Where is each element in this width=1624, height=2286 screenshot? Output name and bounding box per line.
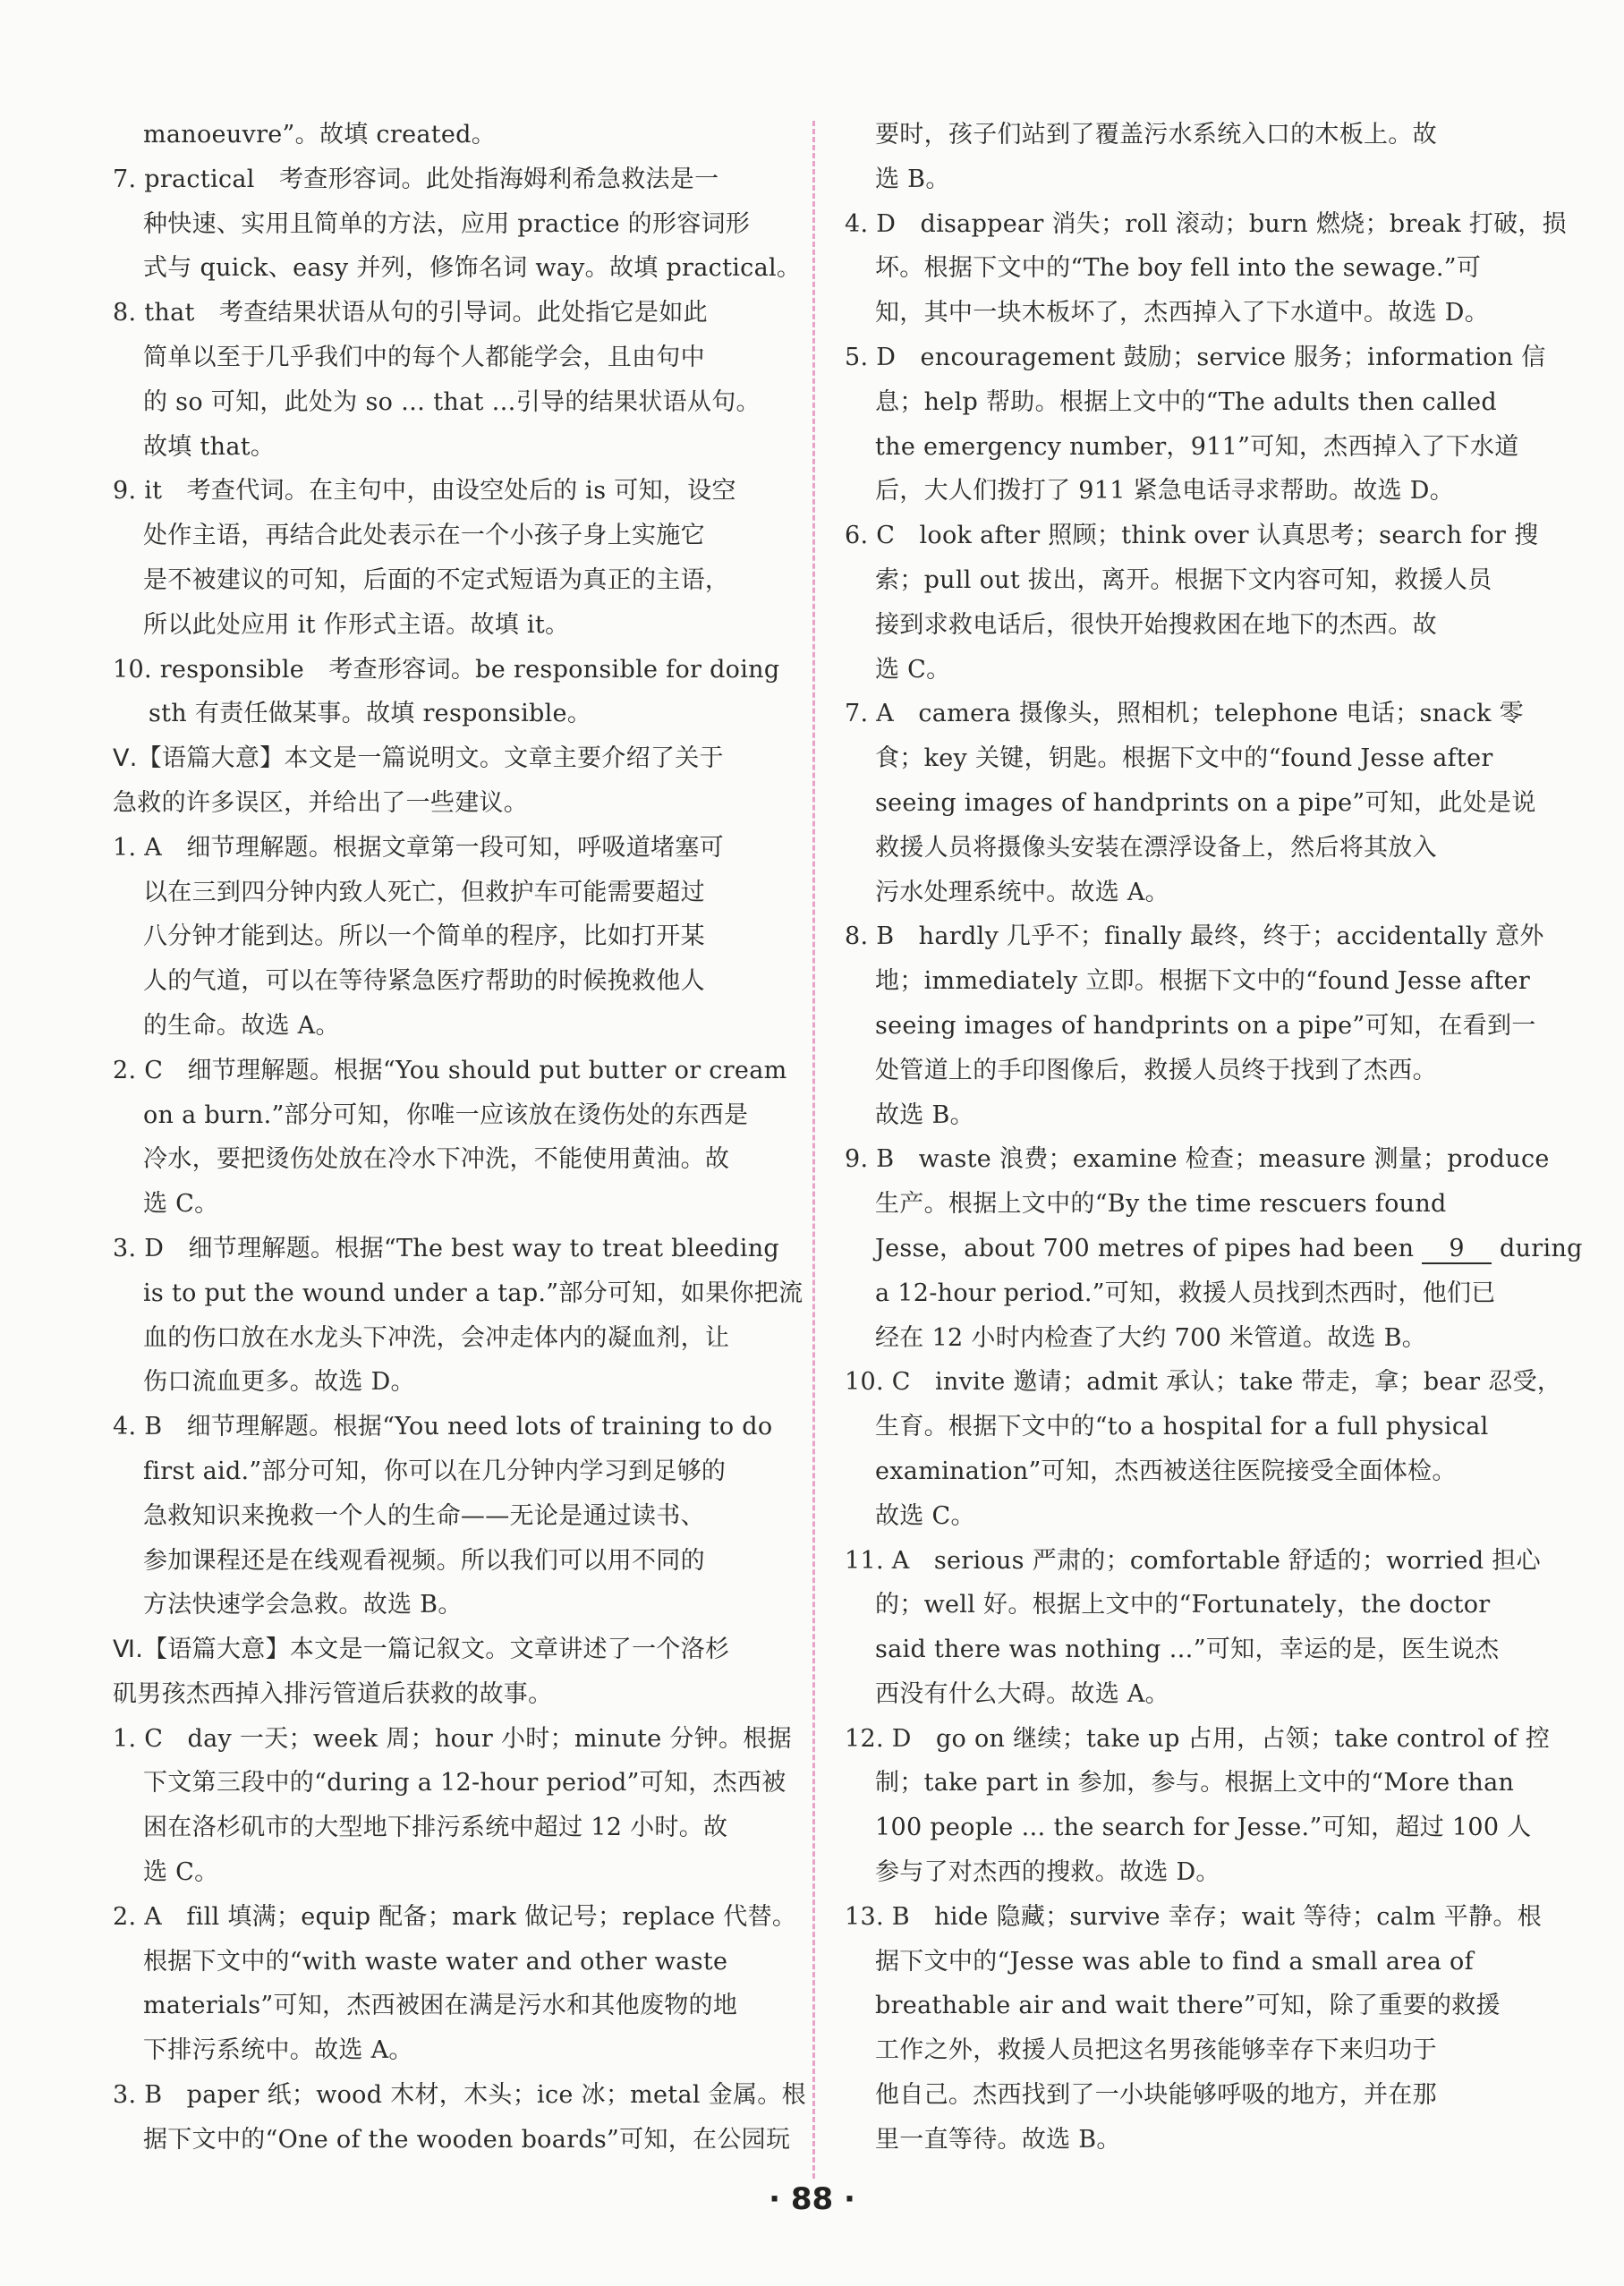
text-line: 9. it 考查代词。在主句中，由设空处后的 is 可知，设空 xyxy=(113,477,736,506)
text-line: 选 C。 xyxy=(875,655,951,684)
text-line: manoeuvre”。故填 created。 xyxy=(143,121,497,149)
text-line: 索；pull out 拔出，离开。根据下文内容可知，救援人员 xyxy=(875,565,1492,594)
text-line: Ⅴ.【语篇大意】本文是一篇说明文。文章主要介绍了关于 xyxy=(113,744,724,773)
right-column-part-a xyxy=(845,113,1567,1227)
text-line: 生育。根据下文中的“to a hospital for a full physical xyxy=(875,1413,1489,1441)
text-line: 故选 C。 xyxy=(875,1501,975,1530)
text-line: seeing images of handprints on a pipe”可知，此处是说 xyxy=(875,788,1536,817)
text-line: 3. B paper 纸；wood 木材，木头；ice 冰；metal 金属。根 xyxy=(113,2081,806,2110)
text-line: 要时，孩子们站到了覆盖污水系统入口的木板上。故 xyxy=(875,121,1437,149)
text-line: 5. D encouragement 鼓励；service 服务；information 信 xyxy=(845,343,1546,371)
text-line: 困在洛杉矶市的大型地下排污系统中超过 12 小时。故 xyxy=(143,1814,728,1842)
text-line: 以在三到四分钟内致人死亡，但救护车可能需要超过 xyxy=(143,878,705,906)
text-line: 12. D go on 继续；take up 占用，占领；take control of 控 xyxy=(845,1724,1551,1753)
text-line: materials”可知，杰西被困在满是污水和其他废物的地 xyxy=(143,1992,738,2020)
text-line: 故填 that。 xyxy=(143,432,276,461)
text-line: 的；well 好。根据上文中的“Fortunately，the doctor xyxy=(875,1591,1491,1619)
text-line: 人的气道，可以在等待紧急医疗帮助的时候挽救他人 xyxy=(143,967,705,996)
text-line: 血的伤口放在水龙头下冲洗，会冲走体内的凝血剂，让 xyxy=(143,1323,730,1352)
right-column xyxy=(845,113,1583,2163)
text-line: 10. C invite 邀请；admit 承认；take 带走，拿；bear 忍受， xyxy=(845,1368,1562,1397)
text-line: 坏。根据下文中的“The boy fell into the sewage.”可 xyxy=(875,254,1482,283)
text-line: 选 C。 xyxy=(143,1190,219,1219)
text-line: 急救知识来挽救一个人的生命——无论是通过读书、 xyxy=(143,1501,705,1530)
text-line: 生产。根据上文中的“By the time rescuers found xyxy=(875,1190,1447,1219)
text-line-with-blank xyxy=(845,1227,1583,1271)
text-line: examination”可知，杰西被送往医院接受全面体检。 xyxy=(875,1457,1457,1485)
text-line: 13. B hide 隐藏；survive 幸存；wait 等待；calm 平静。根 xyxy=(845,1902,1543,1931)
text-line: 接到求救电话后，很快开始搜救困在地下的杰西。故 xyxy=(875,610,1437,639)
text-line: 急救的许多误区，并给出了一些建议。 xyxy=(113,788,529,817)
text-line: 2. A fill 填满；equip 配备；mark 做记号；replace 代替。 xyxy=(113,1902,797,1931)
answer-blank: 9 xyxy=(1422,1236,1492,1264)
text-line: 据下文中的“One of the wooden boards”可知，在公园玩 xyxy=(143,2125,791,2154)
text-line: 10. responsible 考查形容词。be responsible for doing xyxy=(113,655,780,684)
text-line: said there was nothing …”可知，幸运的是，医生说杰 xyxy=(875,1636,1500,1664)
text-line: 矶男孩杰西掉入排污管道后获救的故事。 xyxy=(113,1679,553,1708)
text-line: 处管道上的手印图像后，救援人员终于找到了杰西。 xyxy=(875,1056,1437,1084)
text-line: on a burn.”部分可知，你唯一应该放在烫伤处的东西是 xyxy=(143,1101,749,1129)
text-line: 工作之外，救援人员把这名男孩能够幸存下来归功于 xyxy=(875,2036,1437,2065)
text-line: 是不被建议的可知，后面的不定式短语为真正的主语， xyxy=(143,565,730,594)
text-line: 8. B hardly 几乎不；finally 最终，终于；accidentally 意外 xyxy=(845,922,1544,951)
text-line: 他自己。杰西找到了一小块能够呼吸的地方，并在那 xyxy=(875,2081,1437,2110)
text-line: the emergency number，911”可知，杰西掉入了下水道 xyxy=(875,432,1519,461)
text-line: 下排污系统中。故选 A。 xyxy=(143,2036,413,2065)
text-line: 地；immediately 立即。根据下文中的“found Jesse after xyxy=(875,967,1531,996)
text-line: 参加课程还是在线观看视频。所以我们可以用不同的 xyxy=(143,1546,705,1575)
text-line: 的 so 可知，此处为 so … that …引导的结果状语从句。 xyxy=(143,387,761,416)
text-line: 9. B waste 浪费；examine 检查；measure 测量；produce xyxy=(845,1145,1550,1174)
text-line: 8. that 考查结果状语从句的引导词。此处指它是如此 xyxy=(113,299,708,327)
right-column-part-b xyxy=(845,1271,1562,2163)
text-line: 八分钟才能到达。所以一个简单的程序，比如打开某 xyxy=(143,922,705,951)
text-line: 参与了对杰西的搜救。故选 D。 xyxy=(875,1858,1220,1887)
page-number: · 88 · xyxy=(769,2181,855,2217)
text-line: 简单以至于几乎我们中的每个人都能学会，且由句中 xyxy=(143,343,705,371)
text-line: sth 有责任做某事。故填 responsible。 xyxy=(149,700,592,728)
text-line: 4. B 细节理解题。根据“You need lots of training to do xyxy=(113,1413,773,1441)
text-line: 处作主语，再结合此处表示在一个小孩子身上实施它 xyxy=(143,522,705,550)
text-line: 经在 12 小时内检查了大约 700 米管道。故选 B。 xyxy=(875,1323,1427,1352)
blank-line-after: during xyxy=(1492,1234,1583,1262)
text-line: 7. A camera 摄像头，照相机；telephone 电话；snack 零 xyxy=(845,700,1524,728)
text-line: 4. D disappear 消失；roll 滚动；burn 燃烧；break 打破，损 xyxy=(845,209,1567,238)
text-line: 西没有什么大碍。故选 A。 xyxy=(875,1679,1169,1708)
text-line: 的生命。故选 A。 xyxy=(143,1011,340,1040)
text-line: 食；key 关键，钥匙。根据下文中的“found Jesse after xyxy=(875,744,1493,773)
text-line: 所以此处应用 it 作形式主语。故填 it。 xyxy=(143,610,570,639)
text-line: 污水处理系统中。故选 A。 xyxy=(875,878,1169,906)
text-line: 里一直等待。故选 B。 xyxy=(875,2125,1121,2154)
text-line: 下文第三段中的“during a 12-hour period”可知，杰西被 xyxy=(143,1769,786,1797)
text-line: 6. C look after 照顾；think over 认真思考；search for 搜 xyxy=(845,522,1539,550)
text-line: 2. C 细节理解题。根据“You should put butter or cream xyxy=(113,1056,787,1084)
text-line: 种快速、实用且简单的方法，应用 practice 的形容词形 xyxy=(143,209,751,238)
text-line: Ⅵ.【语篇大意】本文是一篇记叙文。文章讲述了一个洛杉 xyxy=(113,1636,730,1664)
text-line: 息；help 帮助。根据上文中的“The adults then called xyxy=(875,387,1497,416)
text-line: 1. A 细节理解题。根据文章第一段可知，呼吸道堵塞可 xyxy=(113,833,724,862)
text-line: 1. C day 一天；week 周；hour 小时；minute 分钟。根据 xyxy=(113,1724,792,1753)
column-divider xyxy=(812,121,815,2179)
text-line: a 12-hour period.”可知，救援人员找到杰西时，他们已 xyxy=(875,1279,1496,1307)
text-line: 故选 B。 xyxy=(875,1101,974,1129)
left-column xyxy=(113,113,806,2163)
text-line: 3. D 细节理解题。根据“The best way to treat bleeding xyxy=(113,1234,779,1262)
text-line: 式与 quick、easy 并列，修饰名词 way。故填 practical。 xyxy=(143,254,802,283)
text-line: breathable air and wait there”可知，除了重要的救援 xyxy=(875,1992,1501,2020)
text-line: seeing images of handprints on a pipe”可知，在看到一 xyxy=(875,1011,1536,1040)
text-line: 冷水，要把烫伤处放在冷水下冲洗，不能使用黄油。故 xyxy=(143,1145,730,1174)
text-line: is to put the wound under a tap.”部分可知，如果你把流 xyxy=(143,1279,803,1307)
text-line: 选 B。 xyxy=(875,165,950,193)
text-line: 方法快速学会急救。故选 B。 xyxy=(143,1591,463,1619)
text-line: 100 people … the search for Jesse.”可知，超过 100 人 xyxy=(875,1814,1532,1842)
text-line: 据下文中的“Jesse was able to find a small area of xyxy=(875,1947,1474,1976)
text-line: 救援人员将摄像头安装在漂浮设备上，然后将其放入 xyxy=(875,833,1437,862)
text-line: 后，大人们拨打了 911 紧急电话寻求帮助。故选 D。 xyxy=(875,477,1455,506)
text-line: 选 C。 xyxy=(143,1858,219,1887)
text-line: 根据下文中的“with waste water and other waste xyxy=(143,1947,728,1976)
text-line: 伤口流血更多。故选 D。 xyxy=(143,1368,415,1397)
text-line: 11. A serious 严肃的；comfortable 舒适的；worried 担心 xyxy=(845,1546,1541,1575)
blank-line-before: Jesse，about 700 metres of pipes had been xyxy=(875,1234,1423,1262)
text-line: 制；take part in 参加，参与。根据上文中的“More than xyxy=(875,1769,1515,1797)
text-line: first aid.”部分可知，你可以在几分钟内学习到足够的 xyxy=(143,1457,727,1485)
text-line: 知，其中一块木板坏了，杰西掉入了下水道中。故选 D。 xyxy=(875,299,1490,327)
text-line: 7. practical 考查形容词。此处指海姆利希急救法是一 xyxy=(113,165,719,193)
